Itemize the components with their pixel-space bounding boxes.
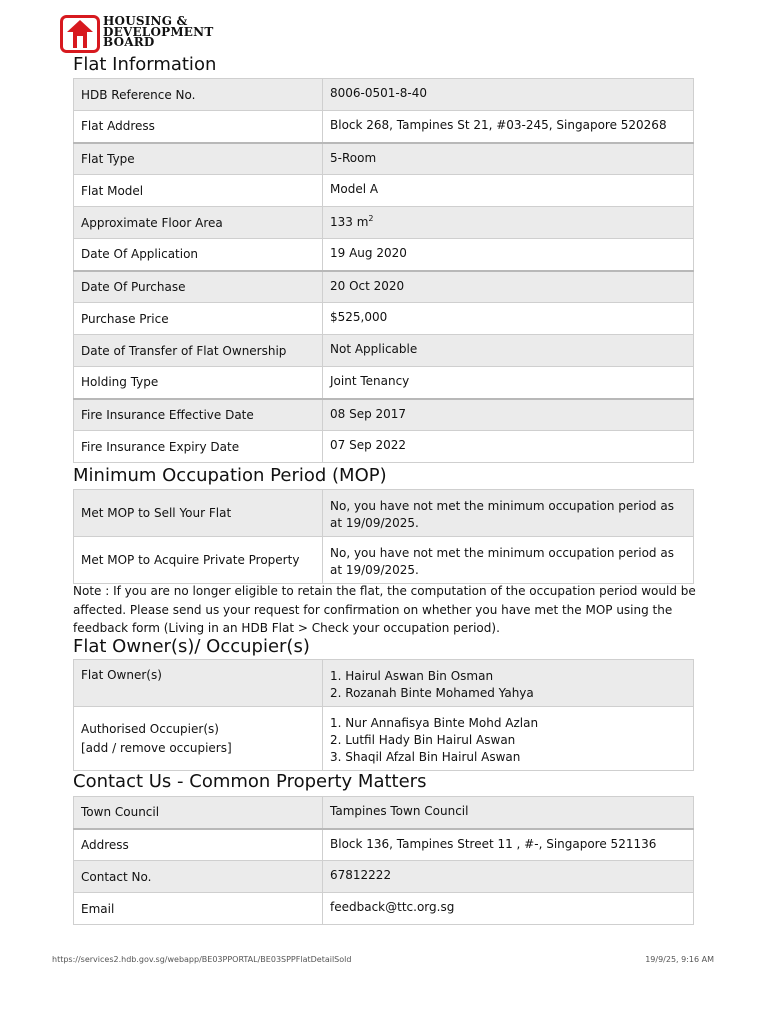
hdb-house-icon: [60, 15, 100, 53]
add-remove-occupiers-link[interactable]: [add / remove occupiers]: [81, 740, 232, 755]
row-value: Block 136, Tampines Street 11 , #-, Singapore 521136: [323, 829, 694, 861]
table-row: [74, 271, 694, 303]
row-label: Met MOP to Sell Your Flat: [74, 490, 323, 537]
email-link[interactable]: feedback@ttc.org.sg: [323, 893, 694, 925]
row-value: No, you have not met the minimum occupation period as at 19/09/2025.: [323, 537, 694, 584]
row-value: Model A: [323, 175, 694, 207]
table-row: [74, 303, 694, 335]
table-row: [74, 537, 694, 584]
row-label: Purchase Price: [74, 303, 323, 335]
row-value: Not Applicable: [323, 335, 694, 367]
row-value: $525,000: [323, 303, 694, 335]
mop-title: Minimum Occupation Period (MOP): [73, 465, 387, 486]
row-value: [323, 207, 694, 239]
table-row: [74, 143, 694, 175]
row-label: Met MOP to Acquire Private Property: [74, 537, 323, 584]
row-value: 07 Sep 2022: [323, 431, 694, 463]
row-label: Fire Insurance Expiry Date: [74, 431, 323, 463]
row-value: 20 Oct 2020: [323, 271, 694, 303]
row-label: Address: [74, 829, 323, 861]
row-label: HDB Reference No.: [74, 79, 323, 111]
list-item: 3. Shaqil Afzal Bin Hairul Aswan: [330, 750, 521, 764]
table-row: [74, 175, 694, 207]
row-label: Email: [74, 893, 323, 925]
flat-info-table: [73, 78, 694, 463]
occupier-values: [323, 707, 694, 771]
occupier-label: Authorised Occupier(s): [81, 721, 219, 736]
contact-title: Contact Us - Common Property Matters: [73, 771, 427, 792]
floor-area-unit-sup: 2: [368, 214, 374, 223]
row-label: Town Council: [74, 797, 323, 829]
footer-timestamp: 19/9/25, 9:16 AM: [645, 955, 714, 964]
row-value: Block 268, Tampines St 21, #03-245, Singapore 520268: [323, 111, 694, 143]
row-value: 08 Sep 2017: [323, 399, 694, 431]
flat-owner-label: Flat Owner(s): [74, 660, 323, 707]
mop-table: [73, 489, 694, 584]
row-label: Holding Type: [74, 367, 323, 399]
row-label: Date Of Application: [74, 239, 323, 271]
table-row: [74, 207, 694, 239]
row-label: Fire Insurance Effective Date: [74, 399, 323, 431]
row-value: 5-Room: [323, 143, 694, 175]
logo-line: DEVELOPMENT: [103, 24, 214, 39]
table-row: [74, 861, 694, 893]
table-row: [74, 490, 694, 537]
row-label: Approximate Floor Area: [74, 207, 323, 239]
contact-table: [73, 796, 694, 925]
footer-url: https://services2.hdb.gov.sg/webapp/BE03PPORTAL/BE03SPPFlatDetailSold: [52, 955, 352, 964]
table-row: [74, 660, 694, 707]
owners-table: [73, 659, 694, 771]
table-row: [74, 239, 694, 271]
mop-note: Note : If you are no longer eligible to retain the flat, the computation of the occupation period would be affected. Please send us your request for confirmation on whether you have met the MOP using the feedback form (Living in an HDB Flat > Check your occupation period).: [73, 584, 696, 635]
row-value: 67812222: [323, 861, 694, 893]
row-value: Joint Tenancy: [323, 367, 694, 399]
row-label: Flat Address: [74, 111, 323, 143]
list-item: 1. Nur Annafisya Binte Mohd Azlan: [330, 716, 539, 730]
table-row: [74, 797, 694, 829]
row-label: Flat Type: [74, 143, 323, 175]
row-label: Flat Model: [74, 175, 323, 207]
table-row: [74, 335, 694, 367]
table-row: [74, 79, 694, 111]
table-row: [74, 111, 694, 143]
row-value: 19 Aug 2020: [323, 239, 694, 271]
logo-line: HOUSING &: [103, 14, 188, 28]
row-label: Contact No.: [74, 861, 323, 893]
table-row: [74, 431, 694, 463]
row-value: 8006-0501-8-40: [323, 79, 694, 111]
list-item: 2. Rozanah Binte Mohamed Yahya: [330, 686, 534, 700]
table-row: [74, 367, 694, 399]
table-row: [74, 707, 694, 771]
list-item: 1. Hairul Aswan Bin Osman: [330, 669, 494, 683]
table-row: [74, 893, 694, 925]
hdb-logo-text: [103, 16, 213, 48]
table-row: [74, 829, 694, 861]
row-value: No, you have not met the minimum occupation period as at 19/09/2025.: [323, 490, 694, 537]
hdb-logo: [60, 15, 213, 53]
floor-area-value: 133 m: [330, 215, 369, 229]
occupier-label-cell: [74, 707, 323, 771]
row-label: Date of Transfer of Flat Ownership: [74, 335, 323, 367]
flat-owner-values: [323, 660, 694, 707]
logo-line: BOARD: [103, 35, 155, 49]
flat-info-title: Flat Information: [73, 54, 217, 75]
row-value: Tampines Town Council: [323, 797, 694, 829]
table-row: [74, 399, 694, 431]
row-label: Date Of Purchase: [74, 271, 323, 303]
owners-title: Flat Owner(s)/ Occupier(s): [73, 636, 310, 657]
list-item: 2. Lutfil Hady Bin Hairul Aswan: [330, 733, 516, 747]
